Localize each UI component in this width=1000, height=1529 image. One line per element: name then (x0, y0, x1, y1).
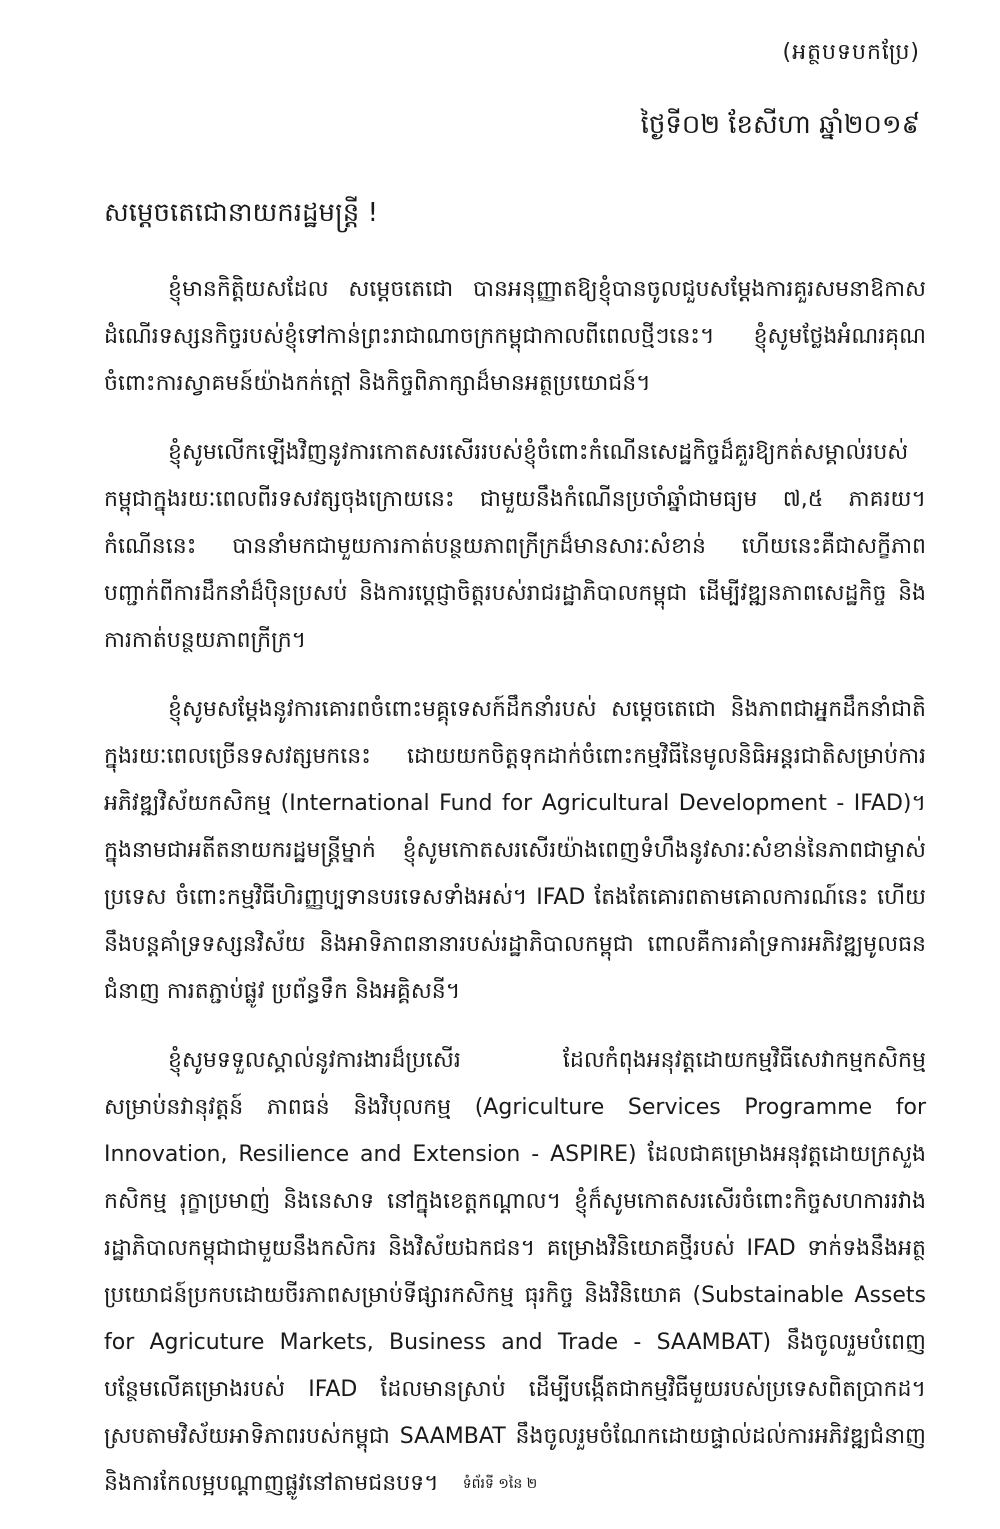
salutation: សម្តេចតេជោនាយករដ្ឋមន្ត្រី ! (104, 198, 378, 228)
translation-tag: (អត្ថបទបកប្រែ) (782, 40, 920, 65)
page-number: ទំព័រទី ១នៃ ២ (462, 1476, 538, 1492)
paragraph-3: ខ្ញុំសូមសម្តែងនូវការគោរពចំពោះមគ្គុទេសក៍ដឹកនាំរបស់ សម្តេចតេជោ និងភាពជាអ្នកដឹកនាំជាតិក្នុងរយៈពេលច្រើនទសវត្សមកនេះ ដោយយកចិត្តទុកដាក់ចំពោះកម្មវិធីនៃមូលនិធិអន្តរជាតិសម្រាប់ការអភិវឌ្ឍវិស័យកសិកម្ម (International Fund for Agricultural Development - IFAD)។ ក្នុងនាមជាអតីតនាយករដ្ឋមន្ត្រីម្នាក់ ខ្ញុំសូមកោតសរសើរយ៉ាងពេញទំហឹងនូវសារៈសំខាន់នៃភាពជាម្ចាស់ប្រទេស ចំពោះកម្មវិធីហិរញ្ញប្បទានបរទេសទាំងអស់។ IFAD តែងតែគោរពតាមគោលការណ៍នេះ ហើយនឹងបន្តគាំទ្រទស្សនវិស័យ និងអាទិភាពនានារបស់រដ្ឋាភិបាលកម្ពុជា ពោលគឺការគាំទ្រការអភិវឌ្ឍមូលធនជំនាញ ការតភ្ជាប់ផ្លូវ ប្រព័ន្ធទឹក និងអគ្គិសនី។ (104, 697, 926, 1004)
paragraph-4: ខ្ញុំសូមទទួលស្គាល់នូវការងារដ៏ប្រសើរ ដែលកំពុងអនុវត្តដោយកម្មវិធីសេវាកម្មកសិកម្មសម្រាប់នវានុវត្តន៍ ភាពធន់ និងវិបុលកម្ម (Agriculture Services Programme for Innovation, Resilience and Extension - ASPIRE) ដែលជាគម្រោងអនុវត្តដោយក្រសួងកសិកម្ម រុក្ខាប្រមាញ់ និងនេសាទ នៅក្នុងខេត្តកណ្តាល។ ខ្ញុំក៏សូមកោតសរសើរចំពោះកិច្ចសហការរវាងរដ្ឋាភិបាលកម្ពុជាជាមួយនឹងកសិករ និងវិស័យឯកជន។ គម្រោងវិនិយោគថ្មីរបស់ IFAD ទាក់ទងនឹងអត្ថប្រយោជន៍ប្រកបដោយចីរភាពសម្រាប់ទីផ្សារកសិកម្ម ធុរកិច្ច និងវិនិយោគ (Substainable Assets for Agricuture Markets, Business and Trade - SAAMBAT) នឹងចូលរួមបំពេញបន្ថែមលើគម្រោងរបស់ IFAD ដែលមានស្រាប់ ដើម្បីបង្កើតជាកម្មវិធីមួយរបស់ប្រទេសពិតប្រាកដ។ ស្របតាមវិស័យអាទិភាពរបស់កម្ពុជា SAAMBAT នឹងចូលរួមចំណែកដោយផ្ទាល់ដល់ការអភិវឌ្ឍជំនាញ និងការកែលម្អបណ្តាញផ្លូវនៅតាមជនបទ។ (104, 1048, 926, 1496)
letter-date: ថ្ងៃទី០២ ខែសីហា ឆ្នាំ២០១៩ (640, 110, 920, 140)
paragraph-2: ខ្ញុំសូមលើកឡើងវិញនូវការកោតសរសើររបស់ខ្ញុំចំពោះកំណើនសេដ្ឋកិច្ចដ៏គួរឱ្យកត់សម្គាល់របស់កម្ពុជាក្នុងរយៈពេលពីរទសវត្សចុងក្រោយនេះ ជាមួយនឹងកំណើនប្រចាំឆ្នាំជាមធ្យម ៧,៥ ភាគរយ។ កំណើននេះ បាននាំមកជាមួយការកាត់បន្ថយភាពក្រីក្រដ៏មានសារៈសំខាន់ ហើយនេះគឺជាសក្ខីភាពបញ្ជាក់ពីការដឹកនាំដ៏ប៉ិនប្រសប់ និងការប្តេជ្ញាចិត្តរបស់រាជរដ្ឋាភិបាលកម្ពុជា ដើម្បីវឌ្ឍនភាពសេដ្ឋកិច្ច និងការកាត់បន្ថយភាពក្រីក្រ។ (104, 440, 926, 653)
letter-body (104, 266, 926, 1529)
paragraph-1: ខ្ញុំមានកិត្តិយសដែល សម្តេចតេជោ បានអនុញ្ញាតឱ្យខ្ញុំបានចូលជួបសម្តែងការគួរសមនាឱកាសដំណើរទស្សនកិច្ចរបស់ខ្ញុំទៅកាន់ព្រះរាជាណាចក្រកម្ពុជាកាលពីពេលថ្មីៗនេះ។ ខ្ញុំសូមថ្លែងអំណរគុណចំពោះការស្វាគមន៍យ៉ាងកក់ក្តៅ និងកិច្ចពិភាក្សាដ៏មានអត្ថប្រយោជន៍។ (104, 277, 926, 396)
